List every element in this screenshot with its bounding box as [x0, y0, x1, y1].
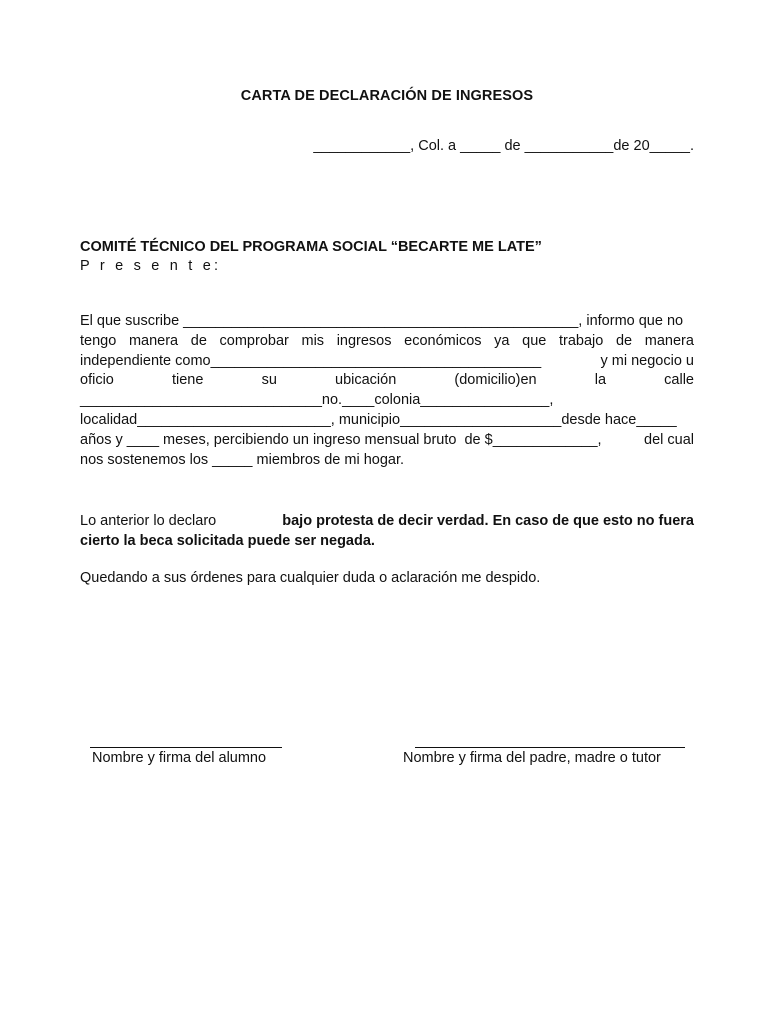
sworn-statement-paragraph	[80, 511, 694, 551]
paragraph-word: ubicación	[335, 372, 397, 389]
paragraph-line	[80, 332, 694, 352]
date-line: ____________, Col. a _____ de ___________de 20_____.	[313, 138, 694, 154]
paragraph-segment: y mi negocio u	[600, 352, 694, 369]
paragraph-word: tiene	[171, 372, 204, 389]
paragraph-line	[80, 431, 694, 451]
paragraph-word: mis	[301, 332, 325, 349]
paragraph-line: El que suscribe _________________________________________________, informo que no	[80, 313, 684, 329]
student-signature-block	[90, 735, 282, 766]
paragraph-segment: años y ____ meses, percibiendo un ingreso mensual bruto de $_____________,	[80, 431, 602, 448]
paragraph-word: tengo	[80, 332, 117, 349]
paragraph-word: manera	[128, 332, 179, 349]
statement-bold-text: cierto la beca solicitada puede ser negada.	[80, 533, 375, 549]
paragraph-word: ya	[494, 332, 510, 349]
student-signature-label: Nombre y firma del alumno	[92, 750, 267, 766]
paragraph-segment: independiente como_________________________________________	[80, 352, 542, 369]
statement-bold-text: bajo protesta de decir verdad. En caso de que esto no fuera	[282, 513, 694, 529]
paragraph-word: oficio	[80, 372, 114, 389]
paragraph-line: nos sostenemos los _____ miembros de mi hogar.	[80, 451, 405, 468]
paragraph-word: calle	[664, 372, 694, 389]
paragraph-word: ingresos	[336, 332, 392, 349]
parent-signature-block	[403, 735, 685, 766]
paragraph-word: comprobar	[219, 332, 289, 349]
paragraph-line	[80, 371, 694, 391]
signature-line	[90, 735, 282, 748]
paragraph-word: de	[615, 332, 633, 349]
signature-line	[415, 735, 685, 748]
paragraph-word: de	[190, 332, 207, 349]
income-declaration-paragraph	[80, 312, 694, 470]
paragraph-line: ______________________________no.____colonia________________,	[80, 392, 554, 409]
document-title: CARTA DE DECLARACIÓN DE INGRESOS	[240, 88, 534, 104]
paragraph-segment: del cual	[644, 431, 694, 448]
paragraph-word: económicos	[404, 332, 482, 349]
closing-sentence: Quedando a sus órdenes para cualquier duda o aclaración me despido.	[80, 570, 541, 586]
paragraph-word: su	[261, 372, 277, 389]
recipient-heading: COMITÉ TÉCNICO DEL PROGRAMA SOCIAL “BECARTE ME LATE”	[80, 239, 542, 255]
paragraph-word: manera	[644, 332, 694, 349]
paragraph-word: trabajo	[558, 332, 604, 349]
parent-signature-label: Nombre y firma del padre, madre o tutor	[403, 750, 661, 766]
paragraph-word: que	[522, 332, 547, 349]
paragraph-word: (domicilio)en	[454, 372, 537, 389]
paragraph-line	[80, 511, 694, 531]
paragraph-word: la	[594, 372, 607, 389]
paragraph-line: localidad________________________, municipio____________________desde hace_____	[80, 411, 677, 428]
paragraph-line	[80, 352, 694, 372]
salutation: P r e s e n t e:	[80, 258, 222, 274]
statement-plain-text: Lo anterior lo declaro	[80, 513, 217, 529]
